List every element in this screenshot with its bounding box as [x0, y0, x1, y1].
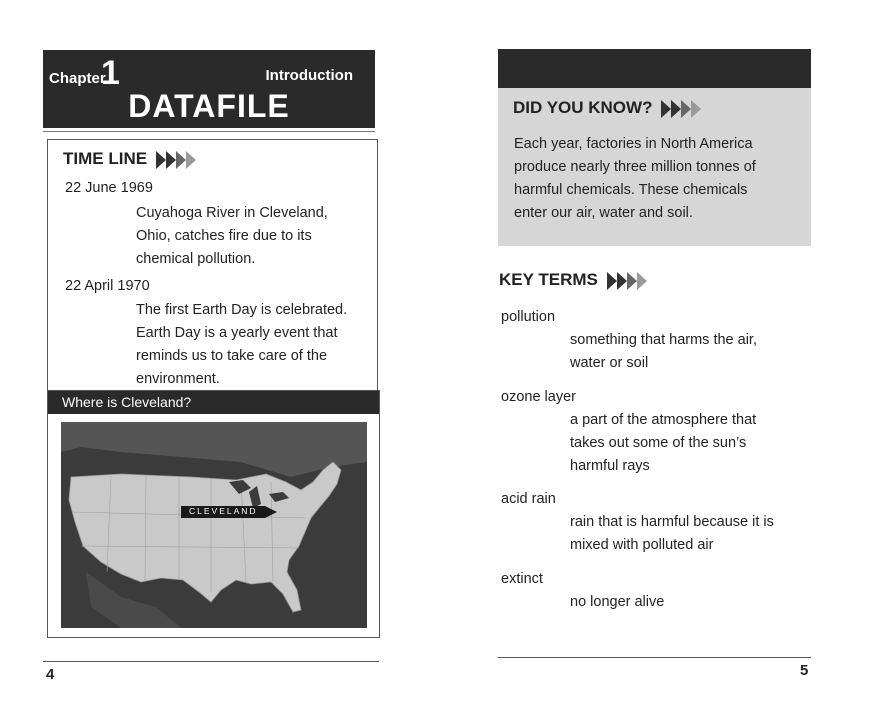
text-line: Earth Day is a yearly event that	[136, 325, 338, 341]
map-heading-bar	[48, 391, 379, 414]
text-line: Each year, factories in North America	[514, 136, 753, 152]
map-heading: Where is Cleveland?	[62, 394, 192, 410]
key-term: extinct	[501, 571, 543, 587]
footer-rule	[498, 657, 811, 658]
text-line: a part of the atmosphere that	[570, 412, 757, 428]
text-line: harmful chemicals. These chemicals	[514, 182, 748, 198]
timeline-date: 22 April 1970	[65, 278, 150, 294]
page-number-right: 5	[800, 662, 809, 679]
us-map-image	[61, 422, 367, 628]
text-line: produce nearly three million tonnes of	[514, 159, 756, 175]
arrows-icon	[156, 150, 202, 170]
did-you-know-heading	[513, 98, 707, 119]
text-line: something that harms the air,	[570, 332, 757, 348]
map-panel	[47, 390, 380, 638]
key-term-definition	[570, 591, 664, 614]
text-line: The first Earth Day is celebrated.	[136, 302, 348, 318]
chapter-label: Chapter	[49, 70, 106, 87]
arrows-icon	[607, 271, 653, 291]
key-term-definition	[570, 511, 774, 557]
section-label: Introduction	[265, 67, 353, 84]
key-term: acid rain	[501, 491, 556, 507]
right-header-bar	[498, 49, 811, 88]
key-term-definition	[570, 409, 756, 478]
arrows-icon	[661, 99, 707, 119]
key-term: pollution	[501, 309, 556, 325]
text-line: Ohio, catches fire due to its	[136, 228, 312, 244]
text-line: Cuyahoga River in Cleveland,	[136, 205, 328, 221]
footer-rule	[43, 661, 379, 662]
timeline-panel	[47, 139, 378, 393]
text-line: no longer alive	[570, 594, 665, 610]
did-you-know-heading-text: DID YOU KNOW?	[513, 98, 653, 117]
text-line: rain that is harmful because it is	[570, 514, 774, 530]
text-line: chemical pollution.	[136, 251, 256, 267]
key-term: ozone layer	[501, 389, 576, 405]
key-terms-heading	[499, 270, 653, 291]
chapter-number: 1	[101, 54, 120, 92]
page-number-left: 4	[46, 666, 55, 683]
timeline-event-text	[136, 299, 347, 391]
header-divider	[43, 131, 375, 132]
cleveland-label: CLEVELAND	[189, 506, 258, 516]
text-line: enter our air, water and soil.	[514, 205, 693, 221]
key-term-definition	[570, 329, 757, 375]
text-line: water or soil	[570, 355, 649, 371]
timeline-heading	[63, 149, 202, 170]
us-map-icon	[61, 422, 367, 628]
page-title: DATAFILE	[128, 88, 290, 124]
text-line: mixed with polluted air	[570, 537, 714, 553]
text-line: takes out some of the sun’s	[570, 435, 747, 451]
did-you-know-text	[514, 133, 804, 225]
text-line: harmful rays	[570, 458, 650, 474]
did-you-know-panel	[498, 88, 811, 246]
key-terms-heading-text: KEY TERMS	[499, 270, 598, 289]
timeline-event-text	[136, 202, 328, 271]
timeline-date: 22 June 1969	[65, 180, 153, 196]
text-line: reminds us to take care of the	[136, 348, 328, 364]
timeline-heading-text: TIME LINE	[63, 149, 148, 168]
text-line: environment.	[136, 371, 220, 387]
chapter-header	[43, 50, 375, 128]
